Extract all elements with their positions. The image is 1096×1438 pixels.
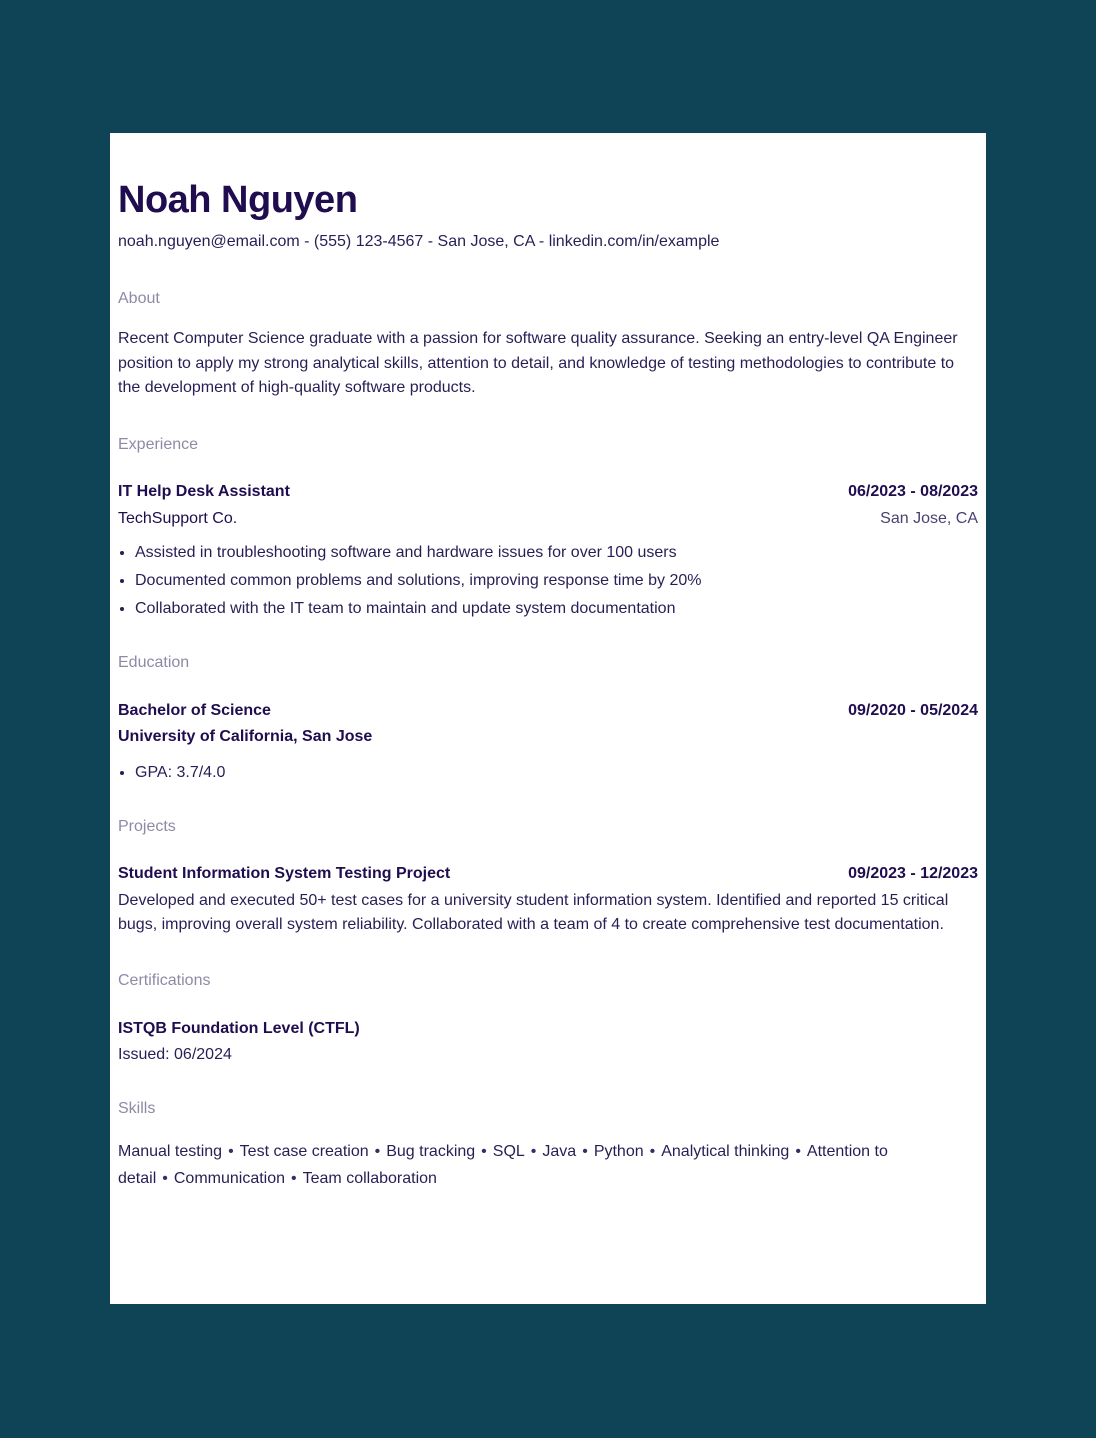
project-description: Developed and executed 50+ test cases for a university student information system. Identified and reported 15 critical bugs, improving overall system reliability. Collaborated with a team of 4 to create comprehensive test documentation. (118, 891, 949, 933)
section-title-education: Education (118, 653, 190, 671)
skill-item: SQL (492, 1142, 525, 1160)
project-name: Student Information System Testing Project (118, 864, 451, 882)
list-item: • GPA: 3.7/4.0 (135, 759, 978, 787)
list-item: • Collaborated with the IT team to maintain and update system documentation (135, 595, 978, 623)
certification-item (118, 1019, 978, 1065)
skill-item: Analytical thinking (661, 1142, 790, 1160)
contact-line: noah.nguyen@email.com - (555) 123-4567 - San Jose, CA - linkedin.com/in/example (118, 233, 720, 250)
section-title-projects: Projects (118, 817, 176, 835)
skill-item: Team collaboration (302, 1169, 437, 1187)
skill-separator: • (481, 1142, 487, 1160)
resume-page (110, 133, 986, 1304)
experience-dates: 06/2023 - 08/2023 (848, 482, 978, 500)
experience-location: San Jose, CA (880, 509, 978, 527)
skill-item: Python (593, 1142, 644, 1160)
certification-name: ISTQB Foundation Level (CTFL) (118, 1019, 360, 1037)
section-title-about: About (118, 290, 160, 307)
skill-separator: • (374, 1142, 381, 1160)
experience-role: IT Help Desk Assistant (118, 482, 290, 500)
experience-company: TechSupport Co. (118, 509, 238, 527)
about-text: Recent Computer Science graduate with a passion for software quality assurance. Seeking an entry-level QA Engineer position to apply my strong analytical skills, attention to detail, and knowledge of testing methodologies to contribute to the development of high-quality software products. (118, 330, 958, 396)
education-degree: Bachelor of Science (118, 701, 271, 719)
skill-item: Manual testing (118, 1142, 223, 1160)
resume-name: Noah Nguyen (118, 179, 358, 221)
education-school: University of California, San Jose (118, 727, 373, 745)
skill-separator: • (530, 1142, 537, 1160)
certification-issued: Issued: 06/2024 (118, 1045, 232, 1063)
skills-list (118, 1138, 978, 1192)
experience-bullets (118, 539, 978, 623)
skill-separator: • (649, 1142, 656, 1160)
skill-separator: • (228, 1142, 234, 1160)
section-title-certifications: Certifications (118, 971, 211, 989)
skill-separator: • (162, 1169, 168, 1187)
project-item (118, 864, 978, 938)
education-bullets (118, 759, 978, 787)
skill-item: Test case creation (239, 1142, 369, 1160)
project-dates: 09/2023 - 12/2023 (848, 864, 978, 882)
experience-item (118, 482, 978, 623)
education-dates: 09/2020 - 05/2024 (848, 701, 978, 719)
list-item: • Documented common problems and solutions, improving response time by 20% (135, 567, 978, 595)
section-title-skills: Skills (118, 1099, 156, 1117)
skill-item: Bug tracking (386, 1142, 476, 1160)
list-item: • Assisted in troubleshooting software and hardware issues for over 100 users (135, 539, 978, 567)
skill-item: Attention to detail (118, 1142, 888, 1187)
skill-separator: • (291, 1169, 297, 1187)
skill-item: Communication (173, 1169, 286, 1187)
section-title-experience: Experience (118, 435, 199, 453)
skill-separator: • (582, 1142, 588, 1160)
skill-separator: • (795, 1142, 801, 1160)
skill-item: Java (542, 1142, 577, 1160)
education-item (118, 701, 978, 787)
